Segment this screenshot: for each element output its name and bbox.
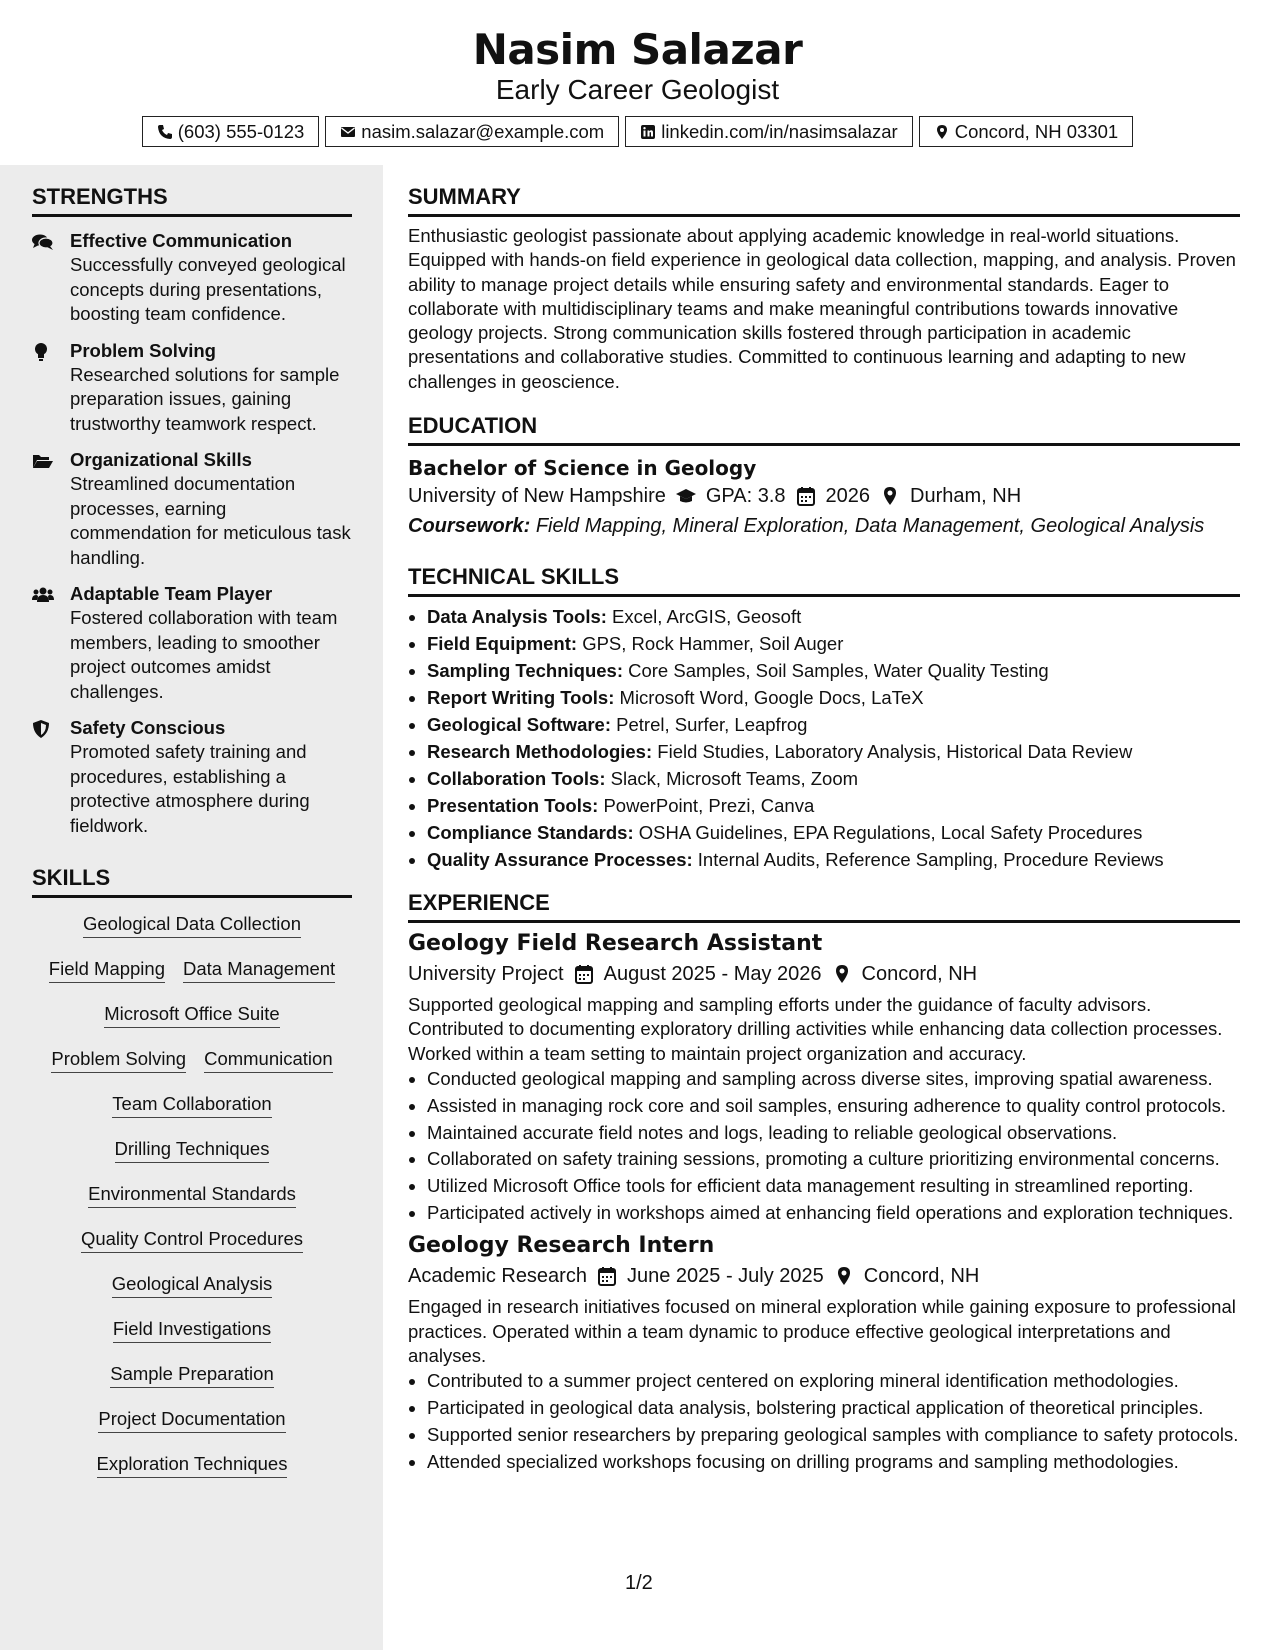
- skill-tag: Problem Solving: [51, 1047, 186, 1073]
- list-item: • Quality Assurance Processes: Internal Audits, Reference Sampling, Procedure Reviews: [427, 846, 1240, 873]
- skill-tag: Project Documentation: [98, 1407, 285, 1433]
- coursework: [408, 511, 1240, 541]
- strength-title: Problem Solving: [70, 339, 216, 361]
- calendar-icon: [574, 964, 594, 984]
- list-item: • Research Methodologies: Field Studies, Laboratory Analysis, Historical Data Review: [427, 738, 1240, 765]
- job-dates: June 2025 - July 2025: [626, 1265, 824, 1288]
- tech-skills-heading: TECHNICAL SKILLS: [408, 563, 1240, 597]
- list-item: • Sampling Techniques: Core Samples, Soil Samples, Water Quality Testing: [427, 657, 1240, 684]
- map-marker-icon: [880, 486, 900, 506]
- strength-title: Effective Communication: [70, 230, 293, 251]
- job-location: Concord, NH: [861, 963, 978, 986]
- school-name: University of New Hampshire: [408, 485, 666, 508]
- calendar-icon: [796, 486, 816, 506]
- skills-list: [32, 912, 352, 1497]
- list-item: • Conducted geological mapping and sampling across diverse sites, improving spatial awareness.: [427, 1067, 1240, 1091]
- job-meta: [408, 1261, 1240, 1291]
- contact-phone[interactable]: [142, 116, 320, 147]
- skill-tag: Microsoft Office Suite: [104, 1002, 279, 1028]
- list-item: • Compliance Standards: OSHA Guidelines, EPA Regulations, Local Safety Procedures: [427, 819, 1240, 846]
- list-item: • Utilized Microsoft Office tools for efficient data management resulting in streamlined reporting.: [427, 1174, 1240, 1198]
- job-title: Geology Research Intern: [408, 1233, 715, 1259]
- resume-header: [0, 0, 1275, 160]
- contact-linkedin[interactable]: [625, 116, 913, 147]
- job-description: Engaged in research initiatives focused on mineral exploration while gaining exposure to professional practices. Operated within a team dynamic to produce effective geological interpretations and analyses.: [408, 1296, 1236, 1366]
- skill-tag: Exploration Techniques: [97, 1452, 288, 1478]
- skill-tag: Field Mapping: [49, 957, 165, 983]
- skills-heading: SKILLS: [32, 864, 352, 898]
- candidate-name: Nasim Salazar: [472, 25, 803, 74]
- linkedin-text: linkedin.com/in/nasimsalazar: [661, 120, 898, 142]
- list-item: • Participated actively in workshops aimed at enhancing field operations and exploration techniques.: [427, 1201, 1240, 1225]
- calendar-icon: [597, 1266, 617, 1286]
- contact-location: [919, 116, 1134, 147]
- skill-tag: Data Management: [183, 957, 335, 983]
- strength-desc: Successfully conveyed geological concepts during presentations, boosting team confidence.: [70, 254, 346, 324]
- job-entry: [408, 1231, 1240, 1474]
- strength-item: [32, 229, 352, 327]
- strength-title: Adaptable Team Player: [70, 583, 273, 604]
- degree-title: Bachelor of Science in Geology: [408, 456, 757, 481]
- skill-tag: Environmental Standards: [88, 1182, 296, 1208]
- education-meta: [408, 481, 1240, 511]
- candidate-title: Early Career Geologist: [495, 74, 780, 105]
- tech-skills-list: [408, 603, 1240, 873]
- list-item: • Attended specialized workshops focusing on drilling programs and sampling methodologies.: [427, 1450, 1240, 1474]
- strength-desc: Promoted safety training and procedures, establishing a protective atmosphere during fieldwork.: [70, 741, 310, 836]
- strength-desc: Streamlined documentation processes, earning commendation for meticulous task handling.: [70, 473, 351, 568]
- skill-tag: Geological Data Collection: [83, 912, 301, 938]
- phone-text: (603) 555-0123: [177, 120, 305, 142]
- job-meta: [408, 959, 1240, 989]
- job-description: Supported geological mapping and sampling efforts under the guidance of faculty advisors. Contributed to documenting exploratory drilling activities while enhancing data collection processes. Worked within a team setting to maintain project organization and accuracy.: [408, 994, 1223, 1064]
- job-org: University Project: [408, 963, 564, 986]
- experience-heading: EXPERIENCE: [408, 889, 1240, 923]
- skill-tag: Quality Control Procedures: [81, 1227, 303, 1253]
- linkedin-icon: [640, 124, 656, 140]
- envelope-icon: [340, 124, 356, 140]
- graduation-cap-icon: [676, 486, 696, 506]
- contact-bar: [0, 116, 1275, 147]
- list-item: • Field Equipment: GPS, Rock Hammer, Soil Auger: [427, 630, 1240, 657]
- list-item: • Maintained accurate field notes and logs, leading to reliable geological observations.: [427, 1121, 1240, 1145]
- list-item: • Supported senior researchers by preparing geological samples with compliance to safety protocols.: [427, 1423, 1240, 1447]
- skill-tag: Field Investigations: [113, 1317, 271, 1343]
- shield-icon: [32, 720, 54, 738]
- strength-title: Organizational Skills: [70, 449, 252, 470]
- folder-open-icon: [32, 452, 54, 470]
- job-dates: August 2025 - May 2026: [603, 963, 822, 986]
- coursework-label: Coursework:: [408, 515, 531, 538]
- strengths-heading: STRENGTHS: [32, 183, 352, 217]
- list-item: • Report Writing Tools: Microsoft Word, Google Docs, LaTeX: [427, 684, 1240, 711]
- skill-tag: Drilling Techniques: [115, 1137, 270, 1163]
- strength-item: [32, 582, 352, 704]
- job-bullets: [408, 1369, 1240, 1474]
- skill-tag: Geological Analysis: [112, 1272, 272, 1298]
- map-marker-icon: [834, 1266, 854, 1286]
- map-marker-icon: [832, 964, 852, 984]
- comments-icon: [32, 233, 54, 251]
- strength-desc: Researched solutions for sample preparation issues, gaining trustworthy teamwork respect.: [70, 363, 340, 434]
- list-item: • Collaboration Tools: Slack, Microsoft Teams, Zoom: [427, 765, 1240, 792]
- skill-tag: Sample Preparation: [110, 1362, 274, 1388]
- strength-desc: Fostered collaboration with team members, leading to smoother project outcomes amidst challenges.: [70, 607, 338, 702]
- list-item: • Assisted in managing rock core and soil samples, ensuring adherence to quality control protocols.: [427, 1094, 1240, 1118]
- email-text: nasim.salazar@example.com: [361, 120, 605, 142]
- list-item: • Collaborated on safety training sessions, promoting a culture prioritizing environmental concerns.: [427, 1147, 1240, 1171]
- strength-item: [32, 448, 352, 570]
- gpa: GPA: 3.8: [705, 485, 786, 508]
- edu-location: Durham, NH: [910, 485, 1022, 508]
- phone-icon: [157, 124, 173, 140]
- coursework-list: Field Mapping, Mineral Exploration, Data Management, Geological Analysis: [535, 515, 1205, 538]
- strength-title: Safety Conscious: [70, 717, 226, 738]
- job-bullets: [408, 1067, 1240, 1225]
- contact-email[interactable]: [325, 116, 619, 147]
- list-item: • Participated in geological data analysis, bolstering practical application of theoretical principles.: [427, 1396, 1240, 1420]
- page-number: 1/2: [625, 1572, 653, 1594]
- job-org: Academic Research: [408, 1265, 587, 1288]
- skill-tag: Communication: [204, 1047, 333, 1073]
- lightbulb-icon: [32, 343, 54, 361]
- strength-item: [32, 339, 352, 437]
- list-item: • Geological Software: Petrel, Surfer, Leapfrog: [427, 711, 1240, 738]
- job-title: Geology Field Research Assistant: [408, 931, 823, 957]
- users-icon: [32, 586, 54, 604]
- map-marker-icon: [934, 124, 950, 140]
- education-heading: EDUCATION: [408, 412, 1240, 446]
- list-item: • Data Analysis Tools: Excel, ArcGIS, Geosoft: [427, 603, 1240, 630]
- skill-tag: Team Collaboration: [112, 1092, 271, 1118]
- list-item: • Contributed to a summer project centered on exploring mineral identification methodologies.: [427, 1369, 1240, 1393]
- main-content: [408, 165, 1240, 1476]
- strength-item: [32, 716, 352, 838]
- summary-heading: SUMMARY: [408, 183, 1240, 217]
- location-text: Concord, NH 03301: [954, 120, 1119, 142]
- list-item: • Presentation Tools: PowerPoint, Prezi, Canva: [427, 792, 1240, 819]
- grad-year: 2026: [825, 485, 871, 508]
- sidebar: [0, 165, 383, 1650]
- job-location: Concord, NH: [863, 1265, 980, 1288]
- summary-text: Enthusiastic geologist passionate about applying academic knowledge in real-world situations. Equipped with hands-on field experience in geological data collection, mapping, and analysis. Proven ability to manage project details while ensuring safety and environmental standards. Eager to collaborate with multidisciplinary teams and make meaningful contributions towards innovative geology projects. Strong communication skills fostered through participation in academic presentations and collaborative studies. Committed to continuous learning and adapting to new challenges in geoscience.: [408, 225, 1236, 392]
- job-entry: [408, 929, 1240, 1225]
